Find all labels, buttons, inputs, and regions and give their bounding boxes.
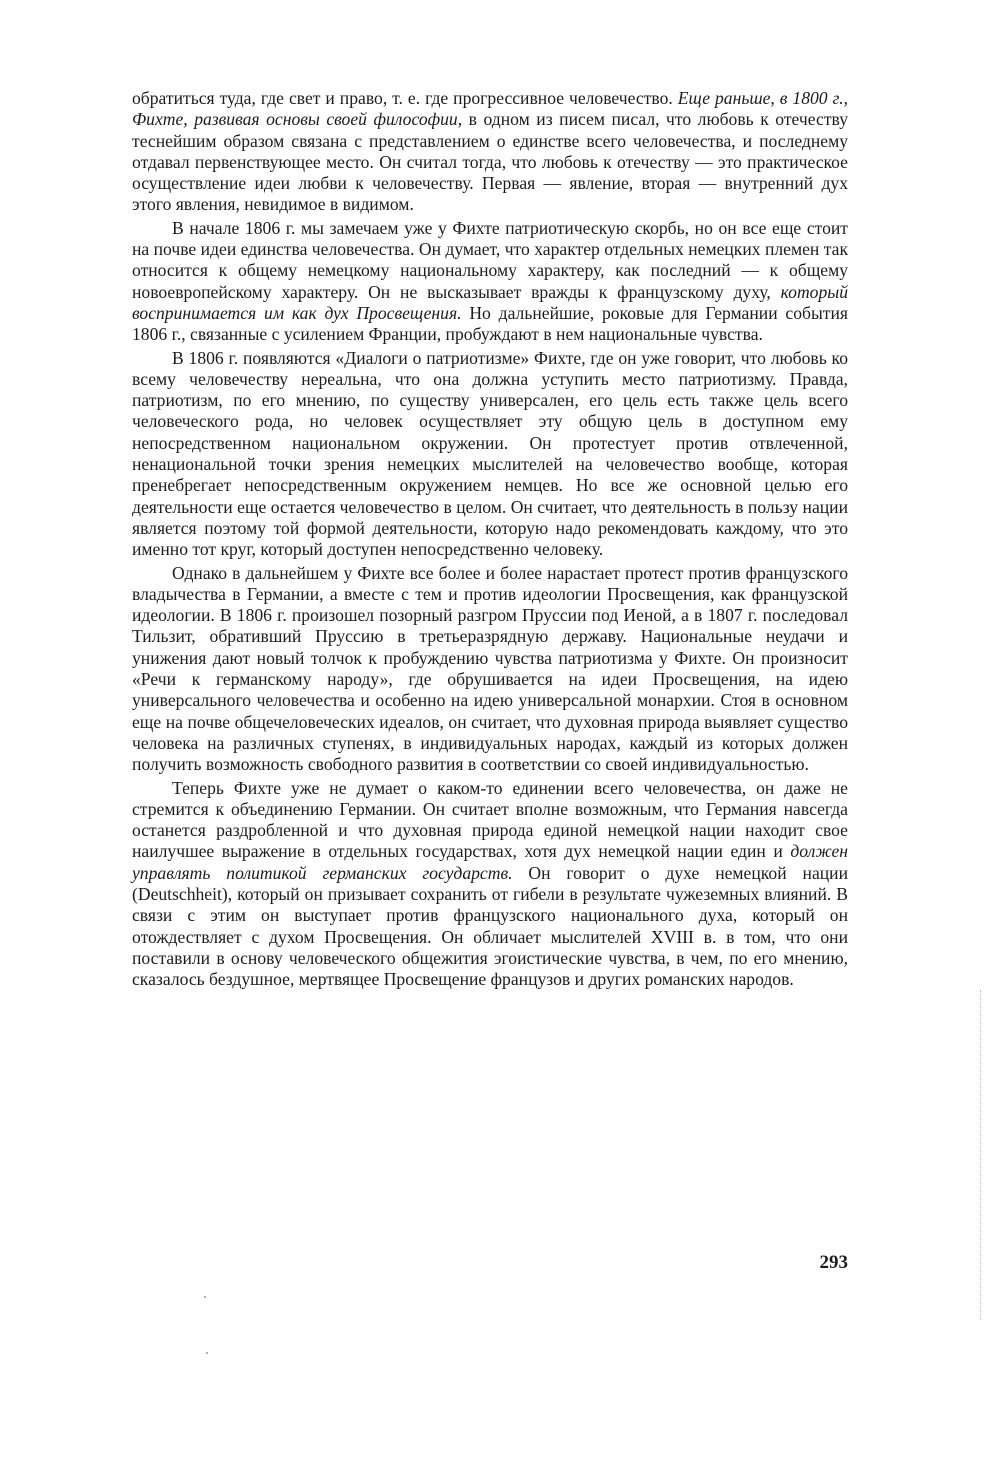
- paragraph-5-run-1: Теперь Фихте уже не думает о каком-то единении всего человечества, он даже не стремится к объединению Германии. Он считает вполне возможным, что Германия навсегда останется раздробленной и что духовная природа единой немецкой нации находит свое наилучшее выражение в отдельных государствах, хотя дух немецкой нации един и: [132, 777, 848, 862]
- scan-edge-artifact: [980, 990, 983, 1320]
- paragraph-5-run-3: Он говорит о духе немецкой нации (Deutschheit), который он призывает сохранить от гибели в результате чужеземных влияний. В связи с этим он выступает против французского национального духа, который он отождествляет с духом Просвещения. Он обличает мыслителей XVIII в. в том, что они поставили в основу человеческого общежития эгоистические чувства, в чем, по его мнению, сказалось бездушное, мертвящее Просвещение французов и других романских народов.: [132, 862, 849, 990]
- paragraph-2-italic-run: который воспринимается им как дух Просвещения.: [132, 281, 848, 323]
- paragraph-2-run-1: В начале 1806 г. мы замечаем уже у Фихте патриотическую скорбь, но он все еще стоит на почве идеи единства человечества. Он думает, что характер отдельных немецких племен так относится к общему немецкому национальному характеру, как последний — к общему новоевропейскому характеру. Он не высказывает вражды к французскому духу,: [132, 217, 848, 302]
- paragraph-1-run-1: обратиться туда, где свет и право, т. е. где прогрессивное человечество.: [132, 88, 678, 108]
- paragraph-5-italic-run: должен управлять политикой германских государств.: [132, 841, 848, 883]
- scan-speck: [206, 1352, 208, 1354]
- paragraph-1: [132, 88, 848, 216]
- paragraph-4-run-1: Однако в дальнейшем у Фихте все более и более нарастает протест против французского владычества в Германии, а вместе с тем и против идеологии Просвещения, как французской идеологии. В 1806 г. произошел позорный разгром Пруссии под Иеной, а в 1807 г. последовал Тильзит, обративший Пруссию в третьеразрядную державу. Национальные неудачи и унижения дают новый толчок к пробуждению чувства патриотизма у Фихте. Он произносит «Речи к германскому народу», где обрушивается на идеи Просвещения, на идею универсального человечества и особенно на идею универсальной монархии. Стоя в основном еще на почве общечеловеческих идеалов, он считает, что духовная природа выявляет существо человека на различных ступенях, в индивидуальных народах, каждый из которых должен получить возможность свободного развития в соответствии со своей индивидуальностью.: [132, 562, 848, 775]
- paragraph-3: [132, 348, 848, 561]
- page-number: 293: [819, 1252, 848, 1273]
- paragraph-3-run-1: В 1806 г. появляются «Диалоги о патриотизме» Фихте, где он уже говорит, что любовь ко всему человечеству нереальна, что она должна уступить место патриотизму. Правда, патриотизм, по его мнению, по существу универсален, его цель есть также цель всего человеческого рода, но человек осуществляет эту общую цель в доступном ему непосредственном национальном окружении. Он протестует против отвлеченной, ненациональной точки зрения немецких мыслителей на человечество вообще, которая пренебрегает непосредственным окружением немцев. Но все же основной целью его деятельности еще остается человечество в целом. Он считает, что деятельность в пользу нации является поэтому той формой деятельности, которую надо рекомендовать каждому, что это именно тот круг, который доступен непосредственно человеку.: [132, 347, 848, 560]
- paragraph-2: [132, 218, 848, 346]
- page-body: [132, 88, 848, 990]
- paragraph-1-italic-run: Еще раньше, в 1800 г., Фихте, развивая основы своей философии: [132, 88, 848, 130]
- scan-speck: [204, 1296, 206, 1298]
- paragraph-5: [132, 778, 848, 991]
- paragraph-1-run-3: , в одном из писем писал, что любовь к отечеству теснейшим образом связана с представлением о единстве всего человечества, и последнему отдавал первенствующее место. Он считал тогда, что любовь к отечеству — это практическое осуществление идеи любви к человечеству. Первая — явление, вторая — внутренний дух этого явления, невидимое в видимом.: [132, 109, 849, 215]
- paragraph-4: [132, 563, 848, 776]
- paragraph-2-run-3: Но дальнейшие, роковые для Германии события 1806 г., связанные с усилением Франции, пробуждают в нем национальные чувства.: [132, 302, 848, 345]
